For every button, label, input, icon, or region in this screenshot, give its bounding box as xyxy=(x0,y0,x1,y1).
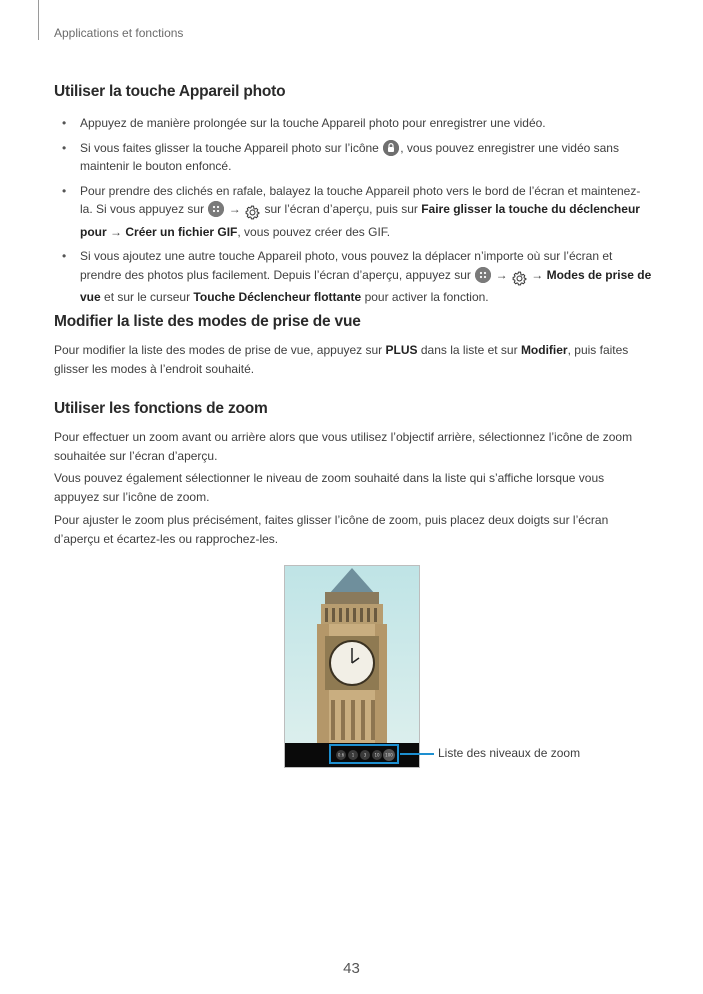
bullet-item: • Appuyez de manière prolongée sur la touche Appareil photo pour enregistrer une vidéo. xyxy=(62,114,652,133)
zoom-paragraph-1: Pour effectuer un zoom avant ou arrière alors que vous utilisez l’objectif arrière, sélectionnez l’icône de zoom souhaitée sur l’écran d’aperçu. xyxy=(54,430,633,463)
bullet-item: • Si vous faites glisser la touche Appareil photo sur l’icône , vous pouvez enregistrer une vidéo sans maintenir le bouton enfoncé. xyxy=(62,139,652,176)
big-ben-photo xyxy=(285,566,419,767)
zoom-paragraph-3: Pour ajuster le zoom plus précisément, faites glisser l’icône de zoom, puis placez deux doigts sur l’écran d’aperçu et écartez-les ou rapprochez-les. xyxy=(54,513,609,546)
bullet-item: • Pour prendre des clichés en rafale, balayez la touche Appareil photo vers le bord de l’écran et maintenez-la. Si vous appuyez sur → sur l’écran d’aperçu, puis sur Faire glisser la touche du déclencheur pour → Créer un fichier GIF, vous pouvez créer des GIF. xyxy=(62,182,652,242)
section-title-modes-list: Modifier la liste des modes de prise de vue xyxy=(54,313,361,330)
zoom-level-0[interactable]: 0.6 xyxy=(337,752,345,758)
zoom-list-callout: Liste des niveaux de zoom xyxy=(438,746,581,760)
running-header: Applications et fonctions xyxy=(54,26,184,40)
section-title-zoom: Utiliser les fonctions de zoom xyxy=(54,400,268,417)
page-number: 43 xyxy=(343,960,360,977)
margin-rule xyxy=(38,0,39,40)
section-title-camera-key: Utiliser la touche Appareil photo xyxy=(54,83,286,100)
zoom-level-3[interactable]: 10 xyxy=(374,752,380,758)
zoom-level-2[interactable]: 3 xyxy=(363,752,367,758)
camera-key-bullets xyxy=(62,114,652,313)
zoom-level-4[interactable]: 100 xyxy=(385,752,393,758)
modes-list-paragraph: Pour modifier la liste des modes de prise de vue, appuyez sur PLUS dans la liste et sur Modifier, puis faites glisser les modes à l’endroit souhaité. xyxy=(54,343,629,376)
zoom-level-1[interactable]: 1 xyxy=(351,752,355,758)
camera-lock-icon xyxy=(383,140,399,156)
more-options-icon xyxy=(208,201,224,217)
zoom-paragraph-2: Vous pouvez également sélectionner le niveau de zoom souhaité dans la liste qui s’affiche lorsque vous appuyez sur l’icône de zoom. xyxy=(54,471,605,504)
settings-gear-icon xyxy=(244,206,264,220)
settings-gear-icon xyxy=(511,272,531,286)
camera-preview-illustration xyxy=(284,565,420,768)
more-options-icon xyxy=(475,267,491,283)
bullet-item: • Si vous ajoutez une autre touche Appareil photo, vous pouvez la déplacer n’importe où sur l’écran et prendre des photos plus facilement. Depuis l’écran d’aperçu, appuyez sur → → Modes de prise de vue et sur le curseur Touche Déclencheur flottante pour activer la fonction. xyxy=(62,247,652,307)
callout-line xyxy=(400,753,434,755)
zoom-list-highlight xyxy=(329,744,399,764)
